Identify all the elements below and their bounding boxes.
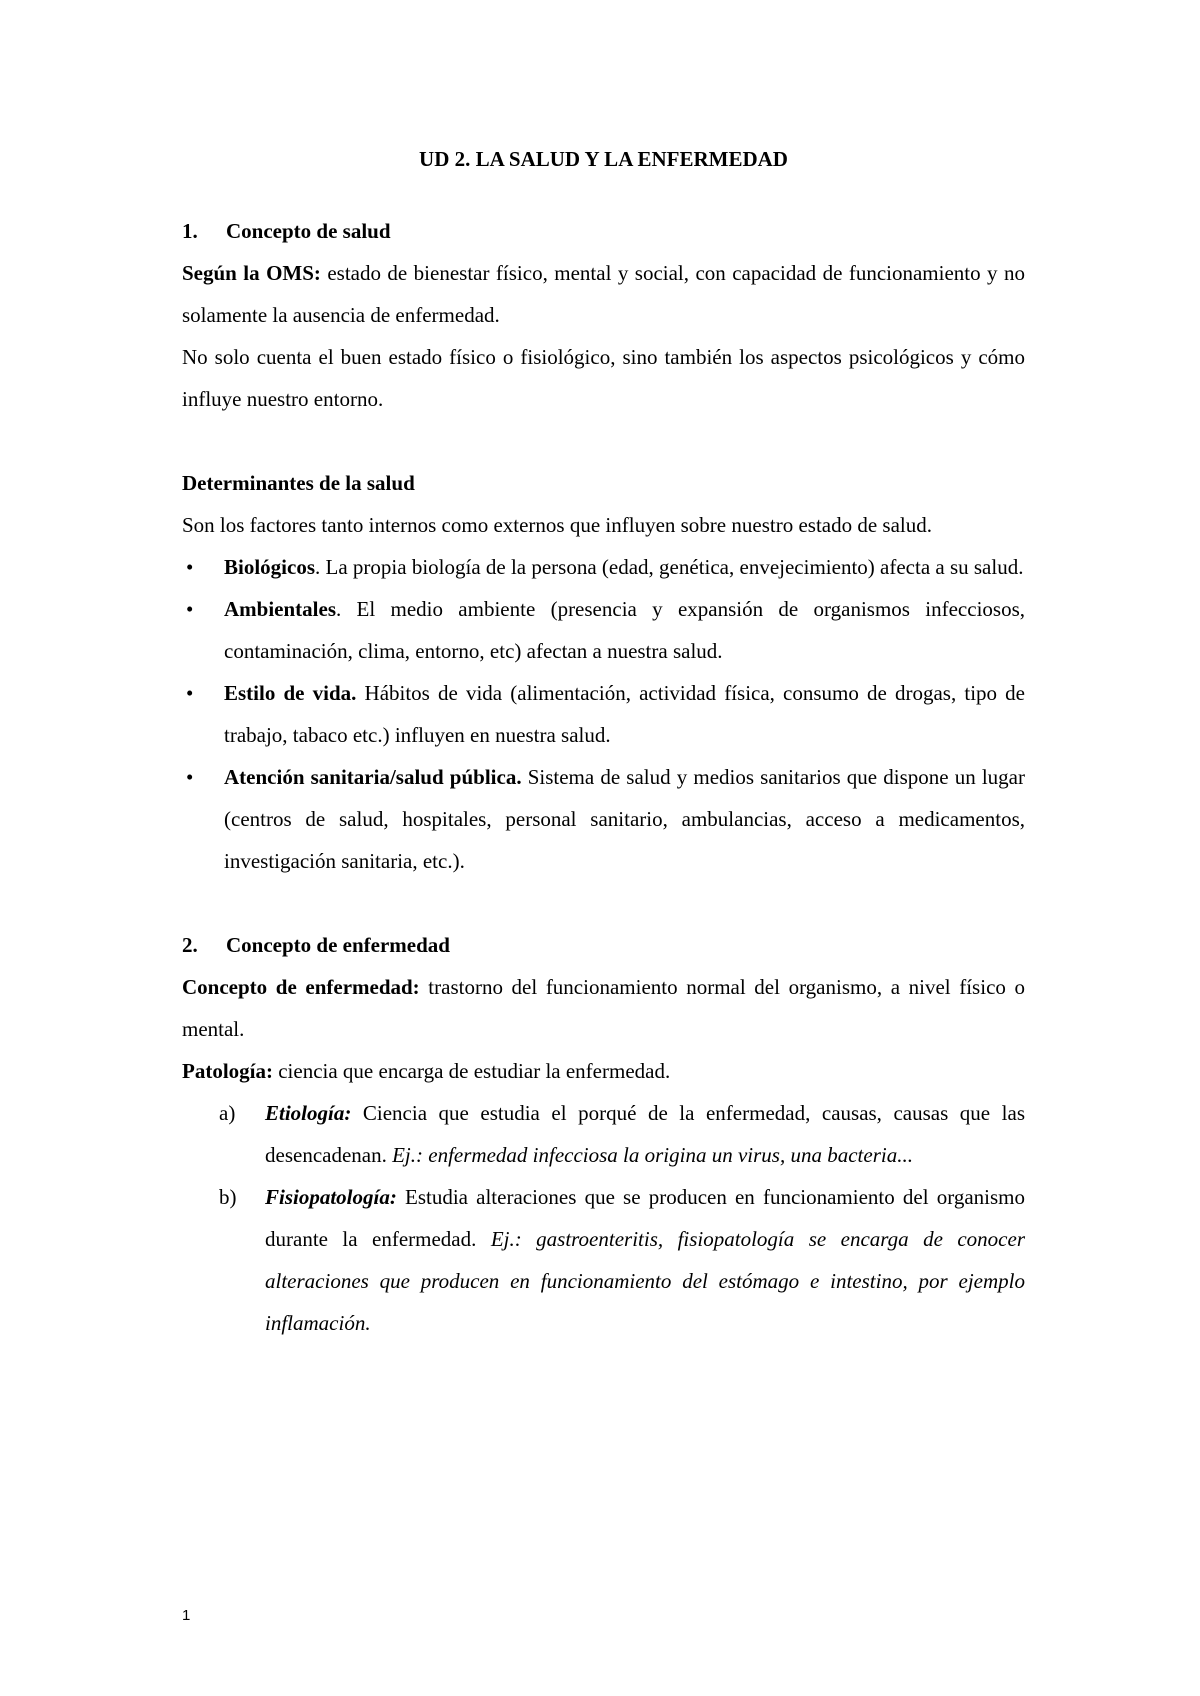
list-item (182, 546, 1025, 588)
section-2-heading (182, 924, 1025, 966)
determinant-text: . La propia biología de la persona (edad, genética, envejecimiento) afecta a su salud. (315, 555, 1024, 579)
determinants-heading: Determinantes de la salud (182, 471, 415, 495)
spacer (182, 882, 1025, 924)
disease-definition (182, 966, 1025, 1050)
subitem-example: Ej.: gastroenteritis, fisiopatología se encarga de conocer alteraciones que producen en funcionamiento del estómago e intestino, por ejemplo inflamación. (265, 1227, 1026, 1335)
determinant-label: Estilo de vida. (224, 681, 357, 705)
section-1-number: 1. (182, 219, 198, 243)
bullet-icon: • (186, 597, 194, 621)
list-marker: a) (219, 1101, 236, 1125)
bullet-icon: • (186, 555, 194, 579)
bullet-icon: • (186, 681, 194, 705)
determinant-text: Hábitos de vida (alimentación, actividad física, consumo de drogas, tipo de trabajo, tabaco etc.) influyen en nuestra salud. (224, 681, 1025, 747)
oms-label: Según la OMS: (182, 261, 321, 285)
bullet-icon: • (186, 765, 194, 789)
subitem-example: Ej.: enfermedad infecciosa la origina un virus, una bacteria... (392, 1143, 913, 1167)
determinant-text: Sistema de salud y medios sanitarios que dispone un lugar (centros de salud, hospitales, personal sanitario, ambulancias, acceso a medicamentos, investigación sanitaria, etc.). (224, 765, 1025, 873)
pathology-definition (182, 1050, 1025, 1092)
section-2-number: 2. (182, 933, 198, 957)
section-2-title: Concepto de enfermedad (226, 933, 450, 957)
list-item (182, 1176, 1025, 1344)
document-title: UD 2. LA SALUD Y LA ENFERMEDAD (419, 147, 788, 171)
list-marker: b) (219, 1185, 237, 1209)
list-item (182, 756, 1025, 882)
list-item (182, 672, 1025, 756)
page-number: 1 (182, 1607, 191, 1624)
list-item (182, 1092, 1025, 1176)
determinant-text: . El medio ambiente (presencia y expansión de organismos infecciosos, contaminación, clima, entorno, etc) afectan a nuestra salud. (224, 597, 1025, 663)
subitem-label: Fisiopatología: (265, 1185, 397, 1209)
health-paragraph: No solo cuenta el buen estado físico o fisiológico, sino también los aspectos psicológicos y cómo influye nuestro entorno. (182, 345, 1025, 411)
determinants-list (182, 546, 1025, 882)
section-1-title: Concepto de salud (226, 219, 391, 243)
determinant-label: Biológicos (224, 555, 316, 579)
disease-definition-text: trastorno del funcionamiento normal del organismo, a nivel físico o mental. (182, 975, 1025, 1041)
determinant-label: Ambientales (224, 597, 336, 621)
oms-text: estado de bienestar físico, mental y social, con capacidad de funcionamiento y no solamente la ausencia de enfermedad. (182, 261, 1025, 327)
section-1-heading (182, 210, 1025, 252)
subitem-text: Estudia alteraciones que se producen en funcionamiento del organismo durante la enfermedad. (265, 1185, 1025, 1251)
document-body (182, 138, 1025, 1344)
list-item (182, 588, 1025, 672)
pathology-label: Patología: (182, 1059, 273, 1083)
disease-definition-label: Concepto de enfermedad: (182, 975, 420, 999)
determinant-label: Atención sanitaria/salud pública. (224, 765, 522, 789)
spacer (182, 420, 1025, 462)
pathology-subitems (182, 1092, 1025, 1344)
oms-definition (182, 252, 1025, 336)
determinants-intro: Son los factores tanto internos como externos que influyen sobre nuestro estado de salud. (182, 513, 932, 537)
subitem-text: Ciencia que estudia el porqué de la enfermedad, causas, causas que las desencadenan. (265, 1101, 1025, 1167)
pathology-text: ciencia que encarga de estudiar la enfermedad. (272, 1059, 671, 1083)
subitem-label: Etiología: (265, 1101, 352, 1125)
